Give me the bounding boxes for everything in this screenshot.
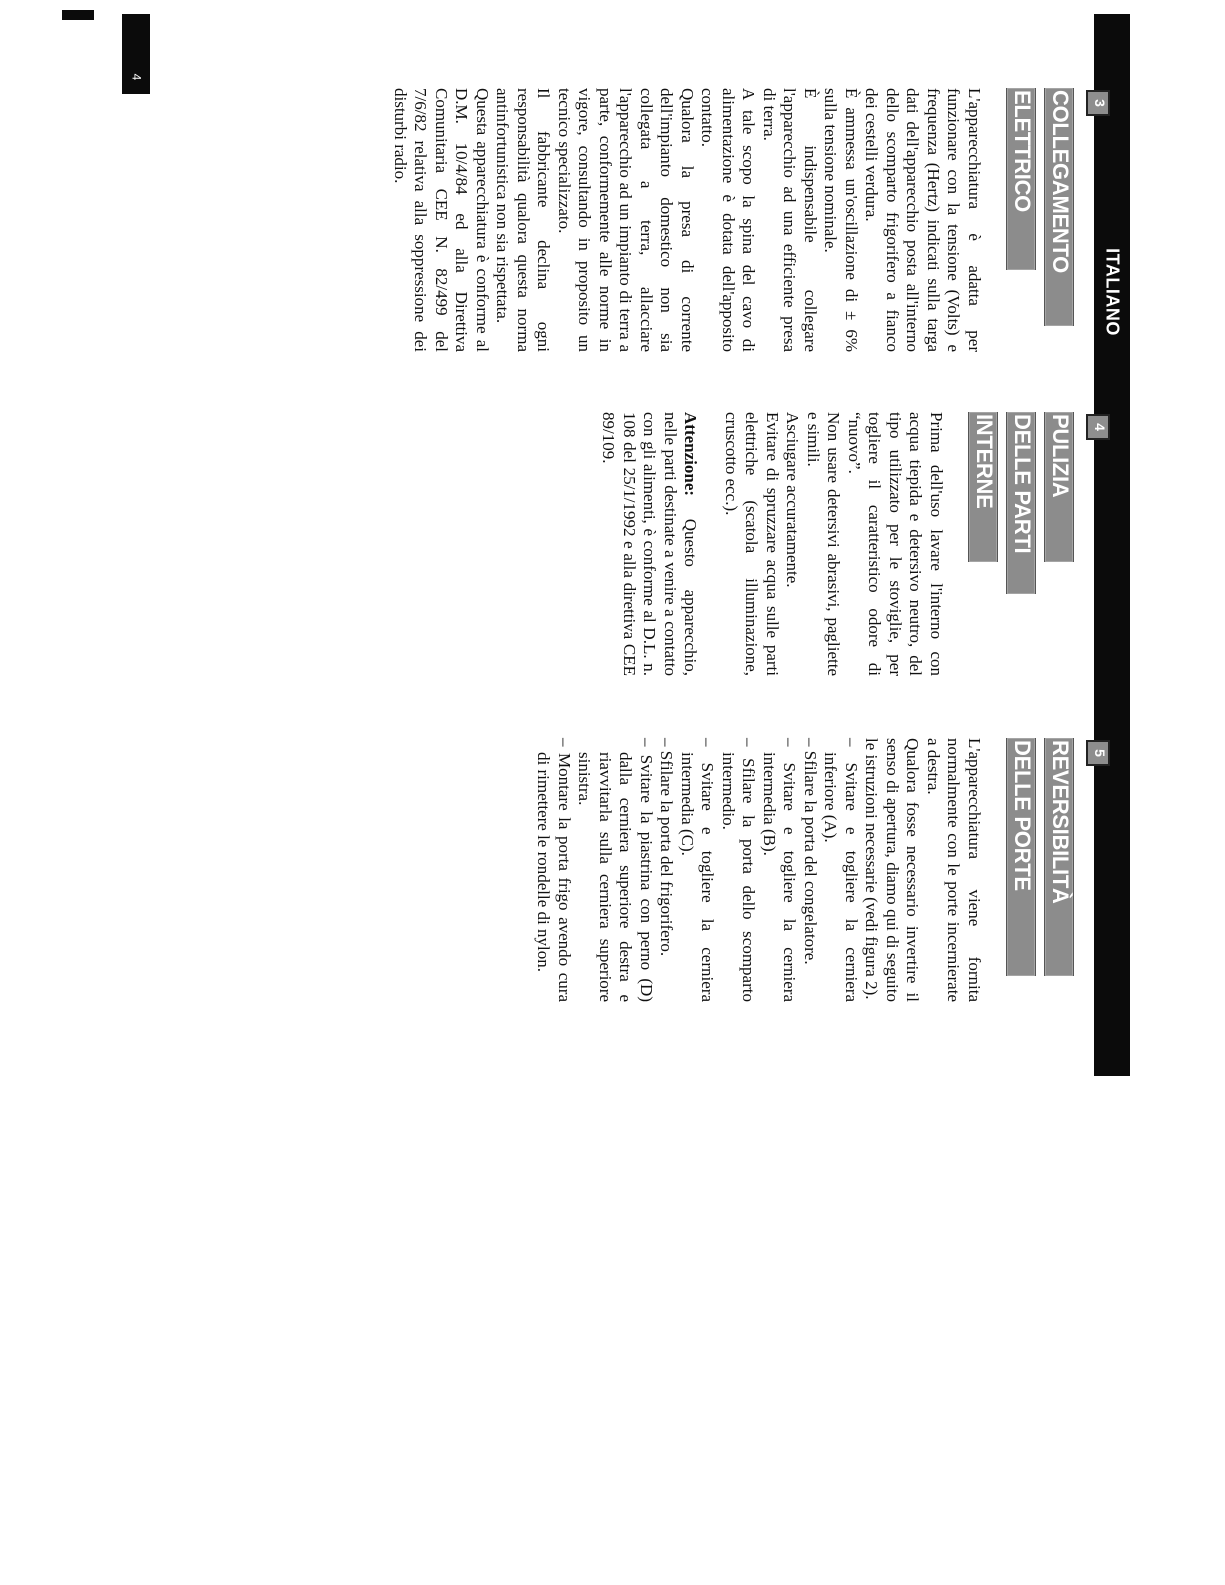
step-item: – Montare la porta frigo avendo cura di rimettere le rondelle di nylon. xyxy=(534,738,574,1002)
step-item: – Sfilare la porta dello scomparto intermedio. xyxy=(719,738,759,1002)
paragraph: L'apparecchiatura viene fornita normalmente con le porte incernierate a destra. xyxy=(924,738,984,1002)
section-4-body xyxy=(598,412,946,676)
section-title-line: DELLE PARTI xyxy=(1006,412,1036,594)
section-5-header xyxy=(1006,738,1110,1002)
section-title-line: COLLEGAMENTO xyxy=(1044,88,1074,326)
section-number: 5 xyxy=(1086,740,1110,766)
section-title-line: ELETTRICO xyxy=(1006,88,1036,270)
section-title-line: PULIZIA xyxy=(1044,412,1074,562)
paragraph: Non usare detersivi abrasivi, pagliette e simili. xyxy=(804,412,844,676)
section-3 xyxy=(390,88,1111,352)
paragraph: Questa apparecchiatura è conforme al D.M. 10/4/84 ed alla Direttiva Comunitaria CEE N. 82/499 del 7/6/82 relativa alla soppressione dei disturbi radio. xyxy=(391,88,492,352)
step-item: – Svitare la piastrina con perno (D) dalla cerniera superiore destra e riavvitarla sulla cerniera superiore sinistra. xyxy=(575,738,656,1002)
section-title-line: DELLE PORTE xyxy=(1006,738,1036,976)
paragraph: Prima dell'uso lavare l'interno con acqua tiepida e detersivo neutro, del tipo utilizzato per le stoviglie, per togliere il caratteristico odore di “nuovo”. xyxy=(845,412,946,676)
section-3-header xyxy=(1006,88,1110,352)
rotated-page-content xyxy=(250,88,1110,1188)
section-title-line: REVERSIBILITÀ xyxy=(1044,738,1074,976)
section-4-header xyxy=(968,412,1110,676)
paragraph: Asciugare accuratamente. xyxy=(783,412,803,588)
paragraph: L'apparecchiatura è adatta per funzionare con la tensione (Volts) e frequenza (Hertz) indicati sulla targa dati dell'apparecchio posta all'interno dello scomparto frigorifero a fianco dei cestelli verdura. xyxy=(862,88,984,352)
section-5-body xyxy=(533,738,984,1002)
attention-label: Attenzione: xyxy=(681,412,701,497)
step-item: – Svitare e togliere la cerniera intermedia (B). xyxy=(760,738,800,1002)
step-item: – Svitare e togliere la cerniera intermedia (C). xyxy=(678,738,718,1002)
step-item: – Sfilare la porta del congelatore. xyxy=(801,738,820,965)
paragraph: Qualora la presa di corrente dell'impianto domestico non sia collegata a terra, allacciare l'apparecchio ad un impianto di terra a parte, conformemente alle norme in vigore, consultando in proposito un tecnico specializzato. xyxy=(555,88,697,352)
attention-text: Questo apparecchio, nelle parti destinate a venire a contatto con gli alimenti, è conforme al D.L. n. 108 del 25/1/1992 e alla direttiva CEE 89/109. xyxy=(599,412,701,676)
paragraph: È indispensabile collegare l'apparecchio ad una efficiente presa di terra. xyxy=(760,88,820,352)
section-title-line: INTERNE xyxy=(968,412,998,562)
section-4 xyxy=(598,412,1110,676)
paragraph: Evitare di spruzzare acqua sulle parti elettriche (scatola illuminazione, cruscotto ecc.). xyxy=(722,412,782,676)
paragraph: A tale scopo la spina del cavo di alimentazione è dotata dell'apposito contatto. xyxy=(698,88,759,352)
paragraph: Qualora fosse necessario invertire il senso di apertura, diamo qui di seguito le istruzioni necessarie (vedi figura 2). xyxy=(862,738,923,1002)
step-item: – Svitare e togliere la cerniera inferiore (A). xyxy=(821,738,861,1002)
page-number-tab xyxy=(122,14,150,94)
section-3-body xyxy=(390,88,985,352)
attention-note xyxy=(598,412,701,676)
section-5 xyxy=(533,738,1110,1002)
paragraph: È ammessa un'oscillazione di ± 6% sulla tensione nominale. xyxy=(821,88,861,352)
registration-mark xyxy=(62,10,94,20)
section-number: 3 xyxy=(1086,90,1110,116)
paragraph: Il fabbricante declina ogni responsabilità qualora questa norma antinfortunistica non sia rispettata. xyxy=(493,88,554,352)
section-number: 4 xyxy=(1086,414,1110,440)
language-label: ITALIANO xyxy=(1102,248,1123,336)
step-item: – Sfilare la porta del frigorifero. xyxy=(657,738,677,957)
page-number: 4 xyxy=(129,73,143,81)
